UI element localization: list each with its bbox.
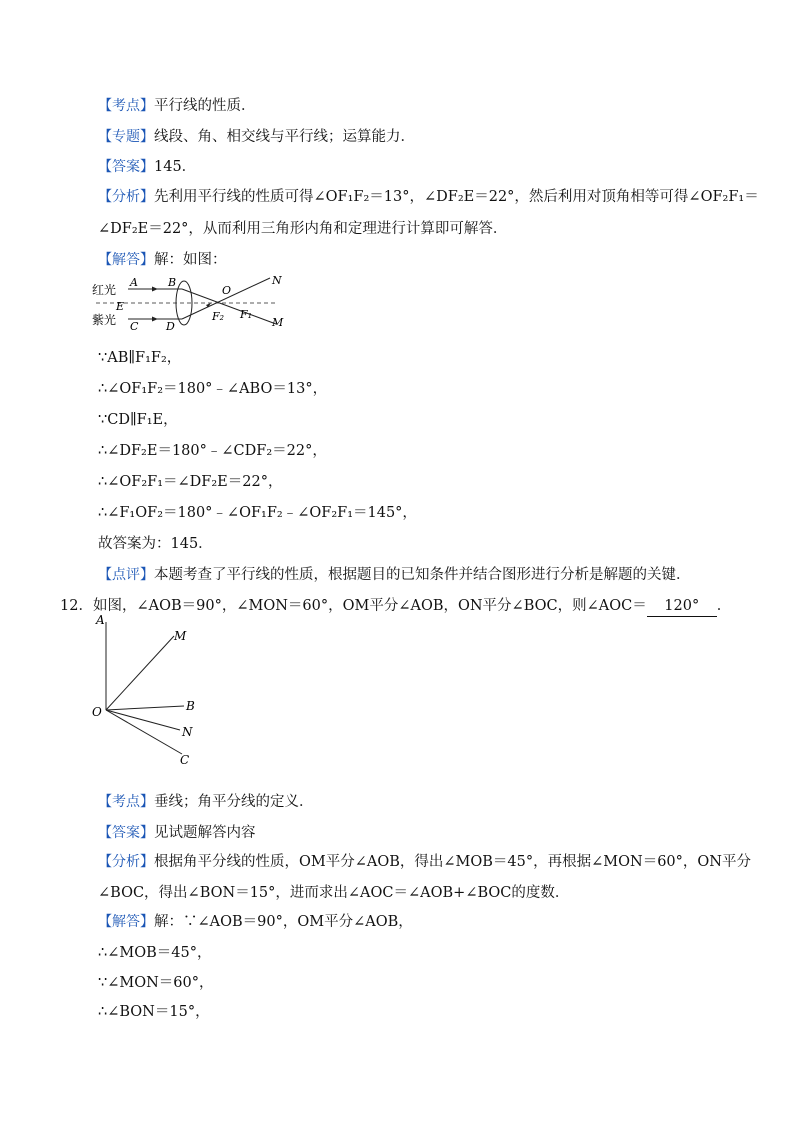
zhuanti-text: 线段、角、相交线与平行线；运算能力． [154,129,415,145]
kaodian-text: 平行线的性质． [154,98,256,114]
label-b: B [186,699,195,713]
step-12-2: ∵∠MON＝60°， [98,975,214,991]
label-o: O [222,284,232,297]
step-11-3: ∵CD∥F₁E， [98,412,178,428]
label-d: D [166,320,175,333]
jieda-tag: 【解答】 [98,914,154,930]
daan-tag: 【答案】 [98,159,154,175]
kaodian-line-11 [98,96,256,116]
stem-end: ． [716,598,732,614]
fenxi-line-12b [98,883,569,903]
dianping-line-11 [98,565,691,585]
arrow-ab [152,287,158,292]
fenxi-text-2: ∠BOC，得出∠BON＝15°，进而求出∠AOC＝∠AOB+∠BOC的度数． [98,885,570,901]
label-purple-light: 紫光 [92,313,117,327]
kaodian-tag: 【考点】 [98,98,154,114]
fenxi-line-11b [98,219,507,239]
label-m: M [174,629,187,643]
label-m: M [272,316,284,329]
step-11-7: 故答案为：145． [98,536,213,552]
daan-text: 见试题解答内容 [154,825,256,841]
label-a: A [130,276,138,289]
label-c: C [130,320,139,333]
jieda-line-11 [98,250,227,270]
label-c: C [180,753,190,767]
fenxi-line-12a [98,852,751,872]
zhuanti-tag: 【专题】 [98,129,154,145]
step-11-4: ∴∠DF₂E＝180°﹣∠CDF₂＝22°， [98,443,327,459]
kaodian-text: 垂线；角平分线的定义． [154,794,314,810]
label-n: N [182,725,193,739]
jieda-tag: 【解答】 [98,252,154,268]
fenxi-tag: 【分析】 [98,854,154,870]
step-11-5: ∴∠OF₂F₁＝∠DF₂E＝22°， [98,474,283,490]
fenxi-text-1: 先利用平行线的性质可得∠OF₁F₂＝13°，∠DF₂E＝22°，然后利用对顶角相等可得∠OF₂F₁＝ [154,189,759,205]
label-f1: F₁ [240,308,253,321]
fenxi-line-11a [98,187,759,207]
zhuanti-line-11 [98,127,415,147]
ray-on [106,710,180,730]
ray-ob [106,706,184,710]
dianping-text: 本题考查了平行线的性质，根据题目的已知条件并结合图形进行分析是解题的关键． [154,567,691,583]
ray-om [106,636,174,710]
step-11-2: ∴∠OF₁F₂＝180°﹣∠ABO＝13°， [98,381,328,397]
fenxi-tag: 【分析】 [98,189,154,205]
kaodian-line-12 [98,792,314,812]
daan-text: 145． [154,159,197,175]
label-f2: F₂ [212,310,225,323]
arrow-cd [152,317,158,322]
step-11-6: ∴∠F₁OF₂＝180°﹣∠OF₁F₂﹣∠OF₂F₁＝145°， [98,505,417,521]
daan-line-12 [98,823,256,843]
ray-oc [106,710,182,754]
daan-tag: 【答案】 [98,825,154,841]
label-n: N [272,274,282,287]
step-12-1: ∴∠MOB＝45°， [98,945,212,961]
refraction-figure [90,272,290,334]
angle-figure [90,612,210,768]
label-o: O [92,705,102,719]
label-red-light: 红光 [92,283,117,297]
label-a: A [96,613,105,627]
jieda-text: 解：如图： [154,252,227,268]
problem-number: 12． [60,598,93,614]
label-e: E [116,300,125,313]
answer-blank: 120° [647,596,717,617]
step-11-1: ∵AB∥F₁F₂， [98,350,182,366]
label-b: B [168,276,177,289]
fenxi-text-1: 根据角平分线的性质，OM平分∠AOB，得出∠MOB＝45°，再根据∠MON＝60°，ON平分 [154,854,751,870]
daan-line-11 [98,157,196,177]
kaodian-tag: 【考点】 [98,794,154,810]
jieda-line-12 [98,912,413,932]
fenxi-text-2: ∠DF₂E＝22°，从而利用三角形内角和定理进行计算即可解答． [98,221,508,237]
jieda-text: 解：∵∠AOB＝90°，OM平分∠AOB， [154,914,413,930]
step-12-3: ∴∠BON＝15°， [98,1004,210,1020]
problem-stem-text: 如图，∠AOB＝90°，∠MON＝60°，OM平分∠AOB，ON平分∠BOC，则∠AOC＝ [92,598,647,614]
dianping-tag: 【点评】 [98,567,154,583]
